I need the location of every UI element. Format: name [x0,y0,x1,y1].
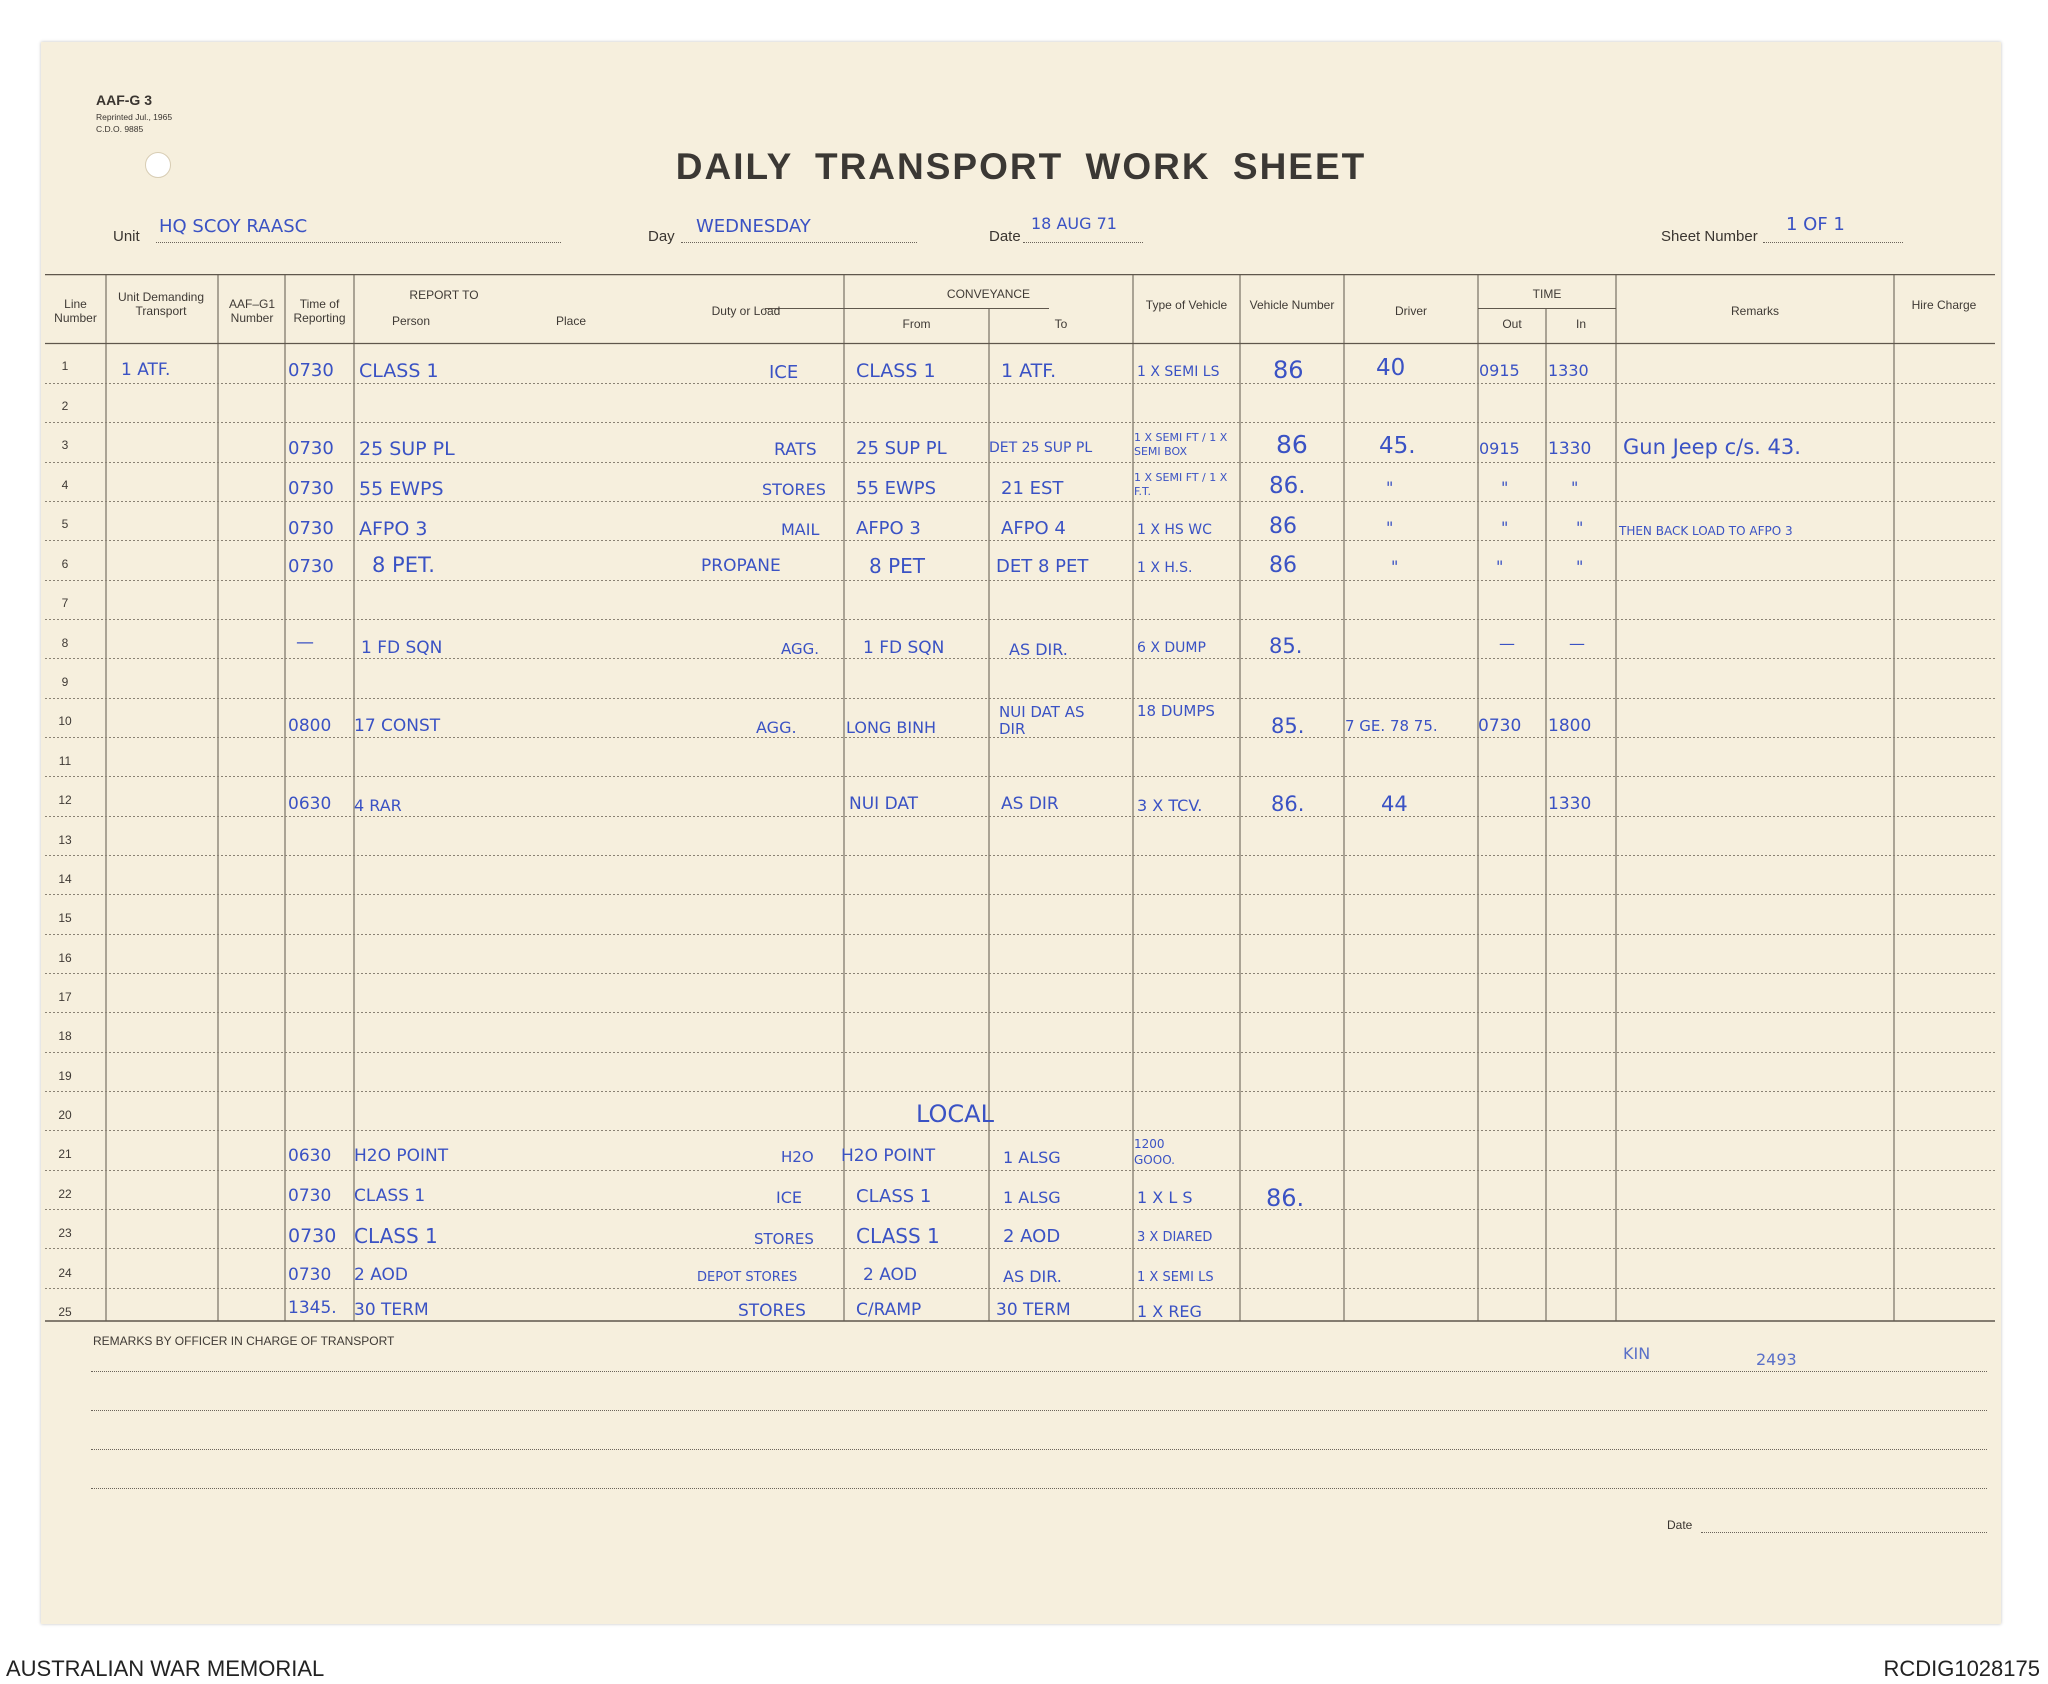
remarks-note-kin: KIN [1623,1344,1651,1363]
row-driver: 7 GE. 78 75. [1345,717,1438,735]
col-driver: Driver [1395,304,1427,318]
row-vehicle-number: 86 [1269,553,1297,578]
row-from: 8 PET [869,554,925,578]
row-duty: ICE [769,362,799,383]
row-time-out: " [1496,557,1504,576]
line-number: 21 [58,1147,72,1161]
row-time-out: 0915 [1479,361,1520,380]
row-person: 2 AOD [354,1265,409,1285]
line-number: 2 [61,399,69,413]
row-time: 1345. [288,1298,337,1318]
col-person: Person [391,314,431,328]
row-person: 8 PET. [372,553,435,577]
line-number: 15 [58,911,72,925]
row-driver: " [1386,478,1394,497]
col-aaf-number: AAF–G1 Number [228,297,276,325]
col-to: To [1054,317,1068,331]
reprint-note: Reprinted Jul., 1965 [96,112,173,122]
row-to: DET 8 PET [996,556,1089,577]
row-time: 0730 [288,556,334,577]
row-vehicle-number: 86. [1266,1184,1305,1212]
row-person: CLASS 1 [354,1224,438,1248]
row-vehicle-type: 1 X H.S. [1137,560,1193,576]
row-time: 0730 [288,1265,332,1285]
row-vehicle-number: 86 [1273,356,1304,384]
line-number: 8 [61,636,69,650]
line-number: 19 [58,1069,72,1083]
row-person: 55 EWPS [359,478,444,500]
col-time-of-reporting: Time of Reporting [293,297,346,325]
line-number: 13 [58,833,72,847]
line-number: 14 [58,872,72,886]
row-vehicle-type: 1 X SEMI FT / 1 X F.T. [1134,471,1228,498]
row-vehicle-number: 85. [1271,714,1305,738]
row-driver: 45. [1379,433,1416,459]
row-remarks: Gun Jeep c/s. 43. [1623,435,1801,459]
row-time-in: 1330 [1548,439,1592,459]
col-report-to: REPORT TO [409,288,479,302]
row-to: 21 EST [1001,478,1064,499]
sheet-number-label: Sheet Number [1661,228,1758,245]
row-person: CLASS 1 [359,360,439,382]
footer-catalogue-id: RCDIG1028175 [1883,1656,2040,1681]
row-duty: RATS [774,440,817,460]
row-duty: STORES [738,1301,806,1321]
row-from: CLASS 1 [856,1224,940,1248]
row-time: 0630 [288,794,332,814]
row-duty: H2O [781,1148,814,1166]
row-from: 2 AOD [863,1265,918,1285]
row-time-in: " [1571,478,1579,497]
line-number: 12 [58,793,72,807]
line-number: 9 [61,675,69,689]
row-unit: 1 ATF. [121,360,171,380]
row-duty: PROPANE [701,556,781,576]
row-vehicle-type: 1 X L S [1137,1188,1193,1207]
row-duty: AGG. [756,718,797,737]
col-out: Out [1502,317,1522,331]
line-number: 11 [58,754,72,768]
local-section-heading: LOCAL [916,1100,994,1128]
unit-label: Unit [113,228,140,245]
row-time-out: 0915 [1479,439,1520,458]
row-person: AFPO 3 [359,518,428,540]
row-vehicle-number: 86. [1269,473,1306,499]
row-from: C/RAMP [856,1300,922,1320]
col-time: TIME [1532,287,1562,301]
remarks-date-label: Date [1667,1518,1693,1532]
line-number: 18 [58,1029,72,1043]
row-person: 17 CONST [354,716,441,736]
line-number: 25 [58,1305,72,1319]
row-from: CLASS 1 [856,360,936,382]
row-to: 1 ALSG [1003,1188,1061,1207]
row-remarks: THEN BACK LOAD TO AFPO 3 [1619,524,1793,538]
row-duty: DEPOT STORES [697,1270,798,1285]
page-title: DAILY TRANSPORT WORK SHEET [675,146,1367,187]
worksheet-paper [41,42,2001,1624]
row-person: 25 SUP PL [359,438,455,460]
row-time: 0730 [288,360,334,381]
remarks-line [91,1431,1987,1450]
row-from: 1 FD SQN [863,638,945,658]
remarks-line [91,1392,1987,1411]
row-time-in: 1330 [1548,794,1592,814]
row-time-in: " [1576,518,1584,537]
row-vehicle-type: 1 X SEMI LS [1137,1270,1214,1285]
remarks-date-line [1701,1514,1987,1533]
col-unit-demanding: Unit Demanding Transport [117,290,205,318]
row-from: NUI DAT [849,794,919,814]
unit-value: HQ SCOY RAASC [159,216,308,237]
col-remarks: Remarks [1730,304,1779,318]
row-to: 1 ALSG [1003,1148,1061,1167]
row-driver: " [1391,557,1399,576]
row-vehicle-type: 3 X TCV. [1137,796,1203,815]
row-duty: STORES [762,480,826,499]
row-duty: AGG. [781,640,820,658]
row-time-out: 0730 [1478,716,1522,736]
col-duty-or-load: Duty or Load [711,304,781,318]
row-to: AS DIR [1001,794,1059,814]
col-line-number: Line Number [54,297,97,325]
row-time-in: — [1569,634,1585,653]
row-from: 55 EWPS [856,478,937,499]
form-code: AAF-G 3 [96,92,152,108]
day-label: Day [648,228,675,245]
row-vehicle-number: 85. [1269,634,1303,658]
col-in: In [1575,317,1586,331]
col-from: From [902,317,931,331]
line-number: 24 [58,1266,72,1280]
row-to: DET 25 SUP PL [989,440,1093,456]
row-to: 2 AOD [1003,1226,1061,1247]
row-vehicle-type: 1200 GOOO. [1134,1137,1175,1167]
remarks-line [91,1353,1987,1372]
row-vehicle-type: 1 X SEMI FT / 1 X SEMI BOX [1134,431,1228,458]
row-duty: ICE [776,1188,802,1207]
remarks-section-label: REMARKS BY OFFICER IN CHARGE OF TRANSPORT [93,1334,395,1348]
line-number: 7 [61,596,69,610]
line-number: 10 [58,714,72,728]
line-number: 1 [61,359,69,373]
col-place: Place [555,314,587,328]
row-driver: 44 [1381,792,1408,816]
row-driver: 40 [1376,355,1406,381]
line-number: 20 [58,1108,72,1122]
row-vehicle-type: 6 X DUMP [1137,640,1206,656]
row-time-in: 1800 [1548,716,1592,736]
row-time: 0730 [288,438,334,459]
col-hire-charge: Hire Charge [1911,298,1977,312]
col-vehicle-number: Vehicle Number [1249,298,1335,312]
row-from: LONG BINH [846,718,937,737]
line-number: 3 [61,438,69,452]
row-time-out: " [1501,518,1509,537]
cdo-number: C.D.O. 9885 [96,124,144,134]
line-number: 5 [61,517,69,531]
row-to: 1 ATF. [1001,360,1057,382]
day-value: WEDNESDAY [696,216,811,237]
remarks-note-number: 2493 [1756,1350,1797,1369]
row-from: AFPO 3 [856,518,921,539]
row-vehicle-type: 3 X DIARED [1137,1230,1213,1245]
row-driver: " [1386,518,1394,537]
row-time: 0730 [288,1225,337,1247]
row-vehicle-number: 86 [1276,430,1308,459]
sheet-number-value: 1 OF 1 [1786,214,1845,235]
row-from: H2O POINT [841,1146,936,1166]
line-number: 23 [58,1226,72,1240]
row-vehicle-type: 18 DUMPS [1137,702,1215,720]
row-to: 30 TERM [996,1300,1071,1320]
date-value: 18 AUG 71 [1031,214,1117,233]
row-to: NUI DAT AS DIR [999,703,1085,738]
row-vehicle-type: 1 X SEMI LS [1137,364,1220,380]
row-to: AFPO 4 [1001,518,1066,539]
row-person: 4 RAR [354,796,402,815]
date-label: Date [989,228,1021,245]
row-time: 0730 [288,518,334,539]
row-time: 0630 [288,1146,332,1166]
row-from: 25 SUP PL [856,438,947,459]
row-from: CLASS 1 [856,1186,932,1207]
line-number: 17 [58,990,72,1004]
line-number: 22 [58,1187,72,1201]
col-vehicle-type: Type of Vehicle [1145,298,1228,312]
table-body [41,42,2001,1624]
row-person: 1 FD SQN [361,638,443,658]
line-number: 16 [58,951,72,965]
row-vehicle-number: 86 [1269,514,1297,539]
row-to: AS DIR. [1003,1267,1062,1286]
row-vehicle-number: 86. [1271,792,1305,816]
row-time: 0730 [288,478,334,499]
row-person: CLASS 1 [354,1186,426,1206]
row-time-in: " [1576,557,1584,576]
row-time: 0730 [288,1186,332,1206]
row-time: — [296,632,314,653]
row-duty: MAIL [781,520,820,539]
row-person: 30 TERM [354,1300,429,1320]
line-number: 4 [61,478,69,492]
row-duty: STORES [754,1230,814,1248]
row-time-in: 1330 [1548,361,1589,380]
line-number: 6 [61,557,69,571]
row-vehicle-type: 1 X REG [1137,1302,1202,1321]
row-vehicle-type: 1 X HS WC [1137,522,1212,538]
row-person: H2O POINT [354,1146,449,1166]
footer-institution: AUSTRALIAN WAR MEMORIAL [6,1656,325,1681]
row-to: AS DIR. [1009,640,1068,659]
row-time-out: — [1499,634,1515,653]
remarks-line [91,1470,1987,1489]
row-time-out: " [1501,478,1509,497]
col-conveyance: CONVEYANCE [946,287,1031,301]
row-time: 0800 [288,716,332,736]
